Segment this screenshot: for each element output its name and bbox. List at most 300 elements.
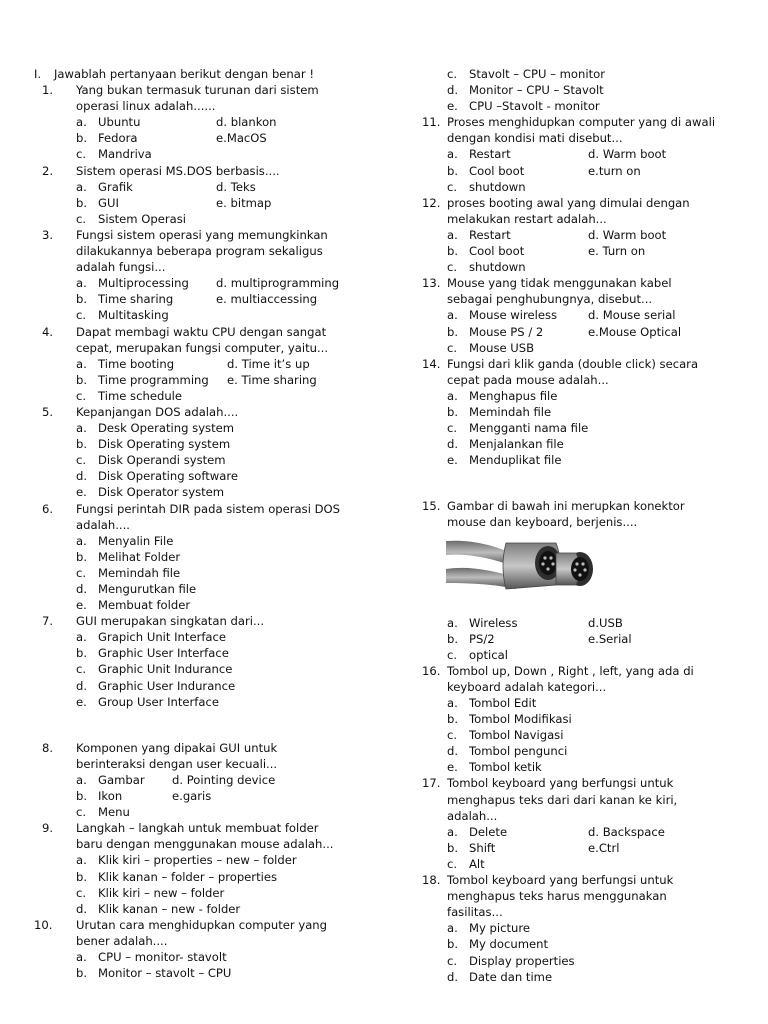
- option-letter: a.: [447, 147, 458, 162]
- question-text: Sistem operasi MS.DOS berbasis....: [76, 163, 280, 178]
- option-letter: b.: [76, 646, 88, 661]
- option-row: [422, 259, 752, 275]
- option-row: [34, 852, 394, 868]
- question-number: 12.: [422, 195, 441, 210]
- question-1: [34, 82, 394, 162]
- question-text: Tombol keyboard yang berfungsi untuk: [447, 873, 674, 888]
- question-number: 6.: [42, 501, 54, 516]
- question-10: [34, 917, 394, 981]
- option-text: Klik kanan – folder – properties: [98, 869, 278, 884]
- option-letter: a.: [76, 179, 87, 194]
- option-text: Graphic User Interface: [98, 646, 229, 661]
- option-letter: b.: [447, 631, 459, 646]
- option-letter: b.: [76, 292, 88, 307]
- option-text: Time booting: [98, 356, 175, 371]
- option-text: Grapich Unit Interface: [98, 630, 227, 645]
- option-text: optical: [469, 647, 508, 662]
- option-row: [34, 211, 394, 227]
- option-letter: a.: [447, 824, 458, 839]
- question-text: keyboard adalah kategori...: [447, 679, 607, 694]
- question-3: [34, 227, 394, 324]
- option-text: Fedora: [98, 131, 138, 146]
- question-8: [34, 740, 394, 820]
- option-text: d. Warm boot: [588, 227, 667, 242]
- question-number: 11.: [422, 115, 441, 130]
- question-16: [422, 663, 752, 776]
- option-text: e. Turn on: [588, 244, 646, 259]
- option-text: Graphic User Indurance: [98, 678, 236, 693]
- option-row: [34, 901, 394, 917]
- option-row: [422, 953, 752, 969]
- option-letter: a.: [76, 533, 87, 548]
- option-letter: d.: [447, 437, 459, 452]
- option-letter: a.: [76, 772, 87, 787]
- question-number: 4.: [42, 324, 54, 339]
- option-letter: c.: [447, 260, 458, 275]
- option-row: [422, 631, 752, 647]
- question-text: GUI merupakan singkatan dari...: [76, 614, 265, 629]
- question-text: Proses menghidupkan computer yang di awali: [447, 115, 716, 130]
- option-row: [422, 743, 752, 759]
- option-row: [34, 965, 394, 981]
- option-text: Disk Operating system: [98, 437, 231, 452]
- section-label: I.: [34, 67, 42, 81]
- question-text: menghapus teks dari dari kanan ke kiri,: [447, 792, 678, 807]
- question-text: bener adalah....: [76, 933, 168, 948]
- question-14: [422, 356, 752, 469]
- option-letter: b.: [76, 437, 88, 452]
- option-row: [34, 388, 394, 404]
- question-text: Tombol keyboard yang berfungsi untuk: [447, 776, 674, 791]
- option-letter: b.: [447, 163, 459, 178]
- option-row: [34, 372, 394, 388]
- option-row: [34, 804, 394, 820]
- option-row: [34, 772, 394, 788]
- question-11: [422, 114, 752, 194]
- option-text: d. multiprogramming: [216, 276, 340, 291]
- question-text: menghapus teks harus menggunakan: [447, 889, 667, 904]
- option-text: GUI: [98, 195, 119, 210]
- option-letter: c.: [76, 211, 87, 226]
- question-text: adalah...: [447, 808, 498, 823]
- option-row: [422, 179, 752, 195]
- option-letter: c.: [76, 453, 87, 468]
- option-text: Klik kiri – new – folder: [98, 885, 225, 900]
- option-letter: d.: [447, 83, 459, 98]
- option-text: e.turn on: [588, 163, 641, 178]
- question-text: operasi linux adalah......: [76, 99, 216, 114]
- question-text: Fungsi dari klik ganda (double click) secara: [447, 356, 699, 371]
- option-letter: b.: [447, 712, 459, 727]
- option-text: Wireless: [469, 615, 518, 630]
- option-letter: e.: [76, 598, 87, 613]
- question-text: dengan kondisi mati disebut...: [447, 131, 623, 146]
- option-letter: c.: [447, 179, 458, 194]
- option-letter: a.: [447, 615, 458, 630]
- option-row: [34, 146, 394, 162]
- option-text: e. bitmap: [216, 195, 272, 210]
- option-letter: d.: [76, 582, 88, 596]
- option-text: shutdown: [469, 260, 526, 275]
- option-text: Monitor – CPU – Stavolt: [469, 83, 604, 98]
- option-row: [34, 694, 394, 710]
- option-letter: e.: [447, 453, 458, 468]
- option-letter: b.: [76, 195, 88, 210]
- option-text: Disk Operating software: [98, 469, 239, 484]
- option-letter: c.: [76, 565, 87, 580]
- option-letter: a.: [76, 853, 87, 868]
- question-12: [422, 195, 752, 275]
- question-text: berinteraksi dengan user kecuali...: [76, 756, 278, 771]
- option-text: Group User Interface: [98, 694, 219, 709]
- option-letter: a.: [76, 949, 87, 964]
- option-letter: a.: [447, 696, 458, 710]
- option-letter: e.: [447, 99, 458, 114]
- option-letter: c.: [447, 728, 458, 743]
- question-number: 5.: [42, 404, 54, 419]
- option-text: d. Time it’s up: [227, 356, 310, 371]
- option-text: CPU – monitor- stavolt: [98, 949, 227, 964]
- option-row: [422, 824, 752, 840]
- option-letter: b.: [76, 789, 88, 804]
- question-10-continued: [422, 66, 752, 114]
- option-letter: c.: [76, 147, 87, 162]
- question-18: [422, 872, 752, 985]
- question-15: [422, 498, 752, 662]
- question-number: 15.: [422, 499, 441, 514]
- option-text: Melihat Folder: [98, 549, 181, 564]
- option-letter: b.: [447, 324, 459, 339]
- option-row: [34, 885, 394, 901]
- option-text: Ikon: [98, 789, 123, 804]
- option-row: [34, 549, 394, 565]
- option-text: Grafik: [98, 179, 133, 194]
- option-row: [422, 436, 752, 452]
- option-text: Stavolt – CPU – monitor: [469, 67, 606, 81]
- question-text: Gambar di bawah ini merupkan konektor: [447, 499, 685, 514]
- option-row: [422, 163, 752, 179]
- option-text: Cool boot: [469, 244, 525, 259]
- option-row: [422, 243, 752, 259]
- option-letter: c.: [447, 856, 458, 871]
- option-row: [34, 452, 394, 468]
- option-text: e.Serial: [588, 631, 632, 646]
- question-7: [34, 613, 394, 710]
- option-letter: a.: [76, 421, 87, 436]
- option-row: [422, 920, 752, 936]
- option-row: [422, 727, 752, 743]
- question-text: cepat pada mouse adalah...: [447, 372, 609, 387]
- option-text: Display properties: [469, 953, 575, 968]
- left-column: [34, 66, 394, 981]
- question-text: adalah....: [76, 517, 130, 532]
- question-number: 3.: [42, 227, 54, 242]
- option-row: [34, 565, 394, 581]
- option-row: [34, 468, 394, 484]
- option-row: [422, 969, 752, 985]
- option-letter: b.: [447, 840, 459, 855]
- option-text: d. blankon: [216, 115, 277, 130]
- option-letter: d.: [447, 744, 459, 759]
- option-text: My picture: [469, 921, 531, 936]
- question-text: Tombol up, Down , Right , left, yang ada di: [447, 663, 694, 678]
- option-letter: a.: [76, 276, 87, 291]
- option-row: [34, 130, 394, 146]
- option-row: [34, 436, 394, 452]
- option-text: Klik kanan – new - folder: [98, 901, 241, 916]
- option-text: Delete: [469, 824, 508, 839]
- option-letter: b.: [447, 937, 459, 952]
- option-text: Menu: [98, 805, 130, 820]
- option-letter: d.: [76, 901, 88, 916]
- option-row: [34, 114, 394, 130]
- question-text: fasilitas...: [447, 905, 503, 920]
- question-2: [34, 163, 394, 227]
- option-text: d.USB: [588, 615, 623, 630]
- question-text: dilakukannya beberapa program sekaligus: [76, 244, 323, 259]
- option-text: Menjalankan file: [469, 437, 564, 452]
- option-text: Time sharing: [98, 292, 174, 307]
- option-text: Menyalin File: [98, 533, 174, 548]
- option-row: [422, 615, 752, 631]
- question-text: adalah fungsi...: [76, 260, 166, 275]
- option-letter: e.: [76, 694, 87, 709]
- option-letter: e.: [447, 760, 458, 775]
- option-text: Mouse wireless: [469, 308, 558, 323]
- question-number: 17.: [422, 776, 441, 791]
- option-row: [34, 949, 394, 965]
- option-text: Disk Operator system: [98, 485, 225, 500]
- option-letter: b.: [76, 131, 88, 146]
- option-text: e. Time sharing: [227, 372, 317, 387]
- option-text: Mengurutkan file: [98, 582, 197, 596]
- option-row: [422, 66, 752, 82]
- option-row: [34, 356, 394, 372]
- question-text: sebagai penghubungnya, disebut...: [447, 292, 653, 307]
- option-text: PS/2: [469, 631, 495, 646]
- option-text: Memindah file: [98, 565, 181, 580]
- option-row: [422, 227, 752, 243]
- option-text: My document: [469, 937, 549, 952]
- option-row: [34, 291, 394, 307]
- option-letter: c.: [447, 340, 458, 355]
- option-row: [422, 759, 752, 775]
- option-row: [34, 629, 394, 645]
- option-row: [422, 695, 752, 711]
- option-row: [34, 581, 394, 597]
- option-letter: a.: [447, 921, 458, 936]
- option-row: [34, 661, 394, 677]
- option-letter: c.: [76, 662, 87, 677]
- right-column: [422, 66, 752, 985]
- option-letter: a.: [76, 115, 87, 130]
- question-text: Urutan cara menghidupkan computer yang: [76, 917, 328, 932]
- question-5: [34, 404, 394, 501]
- ps2-connector-image: [444, 533, 594, 595]
- option-text: e.MacOS: [216, 131, 267, 146]
- option-text: Tombol ketik: [469, 760, 542, 775]
- option-text: Mandriva: [98, 147, 152, 162]
- option-text: Tombol Edit: [469, 696, 537, 710]
- option-letter: c.: [76, 388, 87, 403]
- question-number: 8.: [42, 740, 54, 755]
- option-text: Mouse USB: [469, 340, 535, 355]
- option-row: [34, 195, 394, 211]
- question-number: 7.: [42, 614, 54, 629]
- option-row: [422, 856, 752, 872]
- option-text: Monitor – stavolt – CPU: [98, 966, 232, 981]
- option-text: Graphic Unit Indurance: [98, 662, 233, 677]
- option-letter: c.: [76, 885, 87, 900]
- option-text: Restart: [469, 147, 511, 162]
- option-letter: a.: [447, 227, 458, 242]
- question-number: 1.: [42, 83, 54, 98]
- option-text: Mengganti nama file: [469, 421, 589, 436]
- option-text: Sistem Operasi: [98, 211, 187, 226]
- option-letter: c.: [447, 953, 458, 968]
- option-row: [34, 788, 394, 804]
- question-number: 18.: [422, 873, 441, 888]
- option-row: [422, 146, 752, 162]
- question-number: 2.: [42, 163, 54, 178]
- option-row: [422, 840, 752, 856]
- option-row: [422, 340, 752, 356]
- question-text: baru dengan menggunakan mouse adalah...: [76, 837, 334, 852]
- question-text: Fungsi perintah DIR pada sistem operasi DOS: [76, 501, 341, 516]
- option-text: CPU –Stavolt - monitor: [469, 99, 600, 114]
- option-text: Time schedule: [98, 388, 183, 403]
- option-row: [34, 275, 394, 291]
- question-number: 16.: [422, 663, 441, 678]
- question-number: 10.: [34, 917, 53, 932]
- option-row: [422, 307, 752, 323]
- connector-image-area: [422, 531, 752, 615]
- option-text: e.garis: [172, 789, 212, 804]
- option-text: Multiprocessing: [98, 276, 189, 291]
- option-row: [422, 82, 752, 98]
- question-text: Kepanjangan DOS adalah....: [76, 404, 239, 419]
- option-row: [422, 452, 752, 468]
- option-row: [422, 98, 752, 114]
- option-letter: c.: [447, 421, 458, 436]
- option-row: [34, 533, 394, 549]
- option-text: Klik kiri – properties – new – folder: [98, 853, 297, 868]
- option-text: e.Ctrl: [588, 840, 620, 855]
- option-text: d. Pointing device: [172, 772, 276, 787]
- question-text: mouse dan keyboard, berjenis....: [447, 515, 638, 530]
- option-text: Multitasking: [98, 308, 169, 323]
- option-text: Shift: [469, 840, 496, 855]
- question-text: Yang bukan termasuk turunan dari sistem: [76, 83, 319, 98]
- question-13: [422, 275, 752, 355]
- option-text: shutdown: [469, 179, 526, 194]
- option-row: [422, 711, 752, 727]
- option-letter: c.: [447, 647, 458, 662]
- option-row: [422, 388, 752, 404]
- option-row: [422, 324, 752, 340]
- option-text: Memindah file: [469, 404, 552, 419]
- question-text: Langkah – langkah untuk membuat folder: [76, 821, 319, 836]
- option-row: [34, 645, 394, 661]
- option-letter: b.: [76, 966, 88, 981]
- option-text: Ubuntu: [98, 115, 141, 130]
- option-letter: c.: [76, 308, 87, 323]
- option-text: d. Warm boot: [588, 147, 667, 162]
- option-text: Tombol Navigasi: [469, 728, 564, 743]
- option-row: [34, 307, 394, 323]
- option-letter: d.: [76, 469, 88, 484]
- option-letter: d.: [447, 969, 459, 984]
- option-text: Tombol pengunci: [469, 744, 568, 759]
- option-text: Date dan time: [469, 969, 553, 984]
- option-letter: e.: [76, 485, 87, 500]
- option-text: d. Teks: [216, 179, 256, 194]
- option-letter: a.: [447, 388, 458, 403]
- option-text: Alt: [469, 856, 485, 871]
- option-text: Restart: [469, 227, 511, 242]
- option-row: [34, 484, 394, 500]
- option-text: Cool boot: [469, 163, 525, 178]
- question-text: proses booting awal yang dimulai dengan: [447, 195, 690, 210]
- option-row: [422, 936, 752, 952]
- option-text: Menghapus file: [469, 388, 558, 403]
- option-letter: a.: [76, 356, 87, 371]
- option-row: [34, 179, 394, 195]
- option-row: [34, 678, 394, 694]
- question-number: 14.: [422, 356, 441, 371]
- option-row: [34, 597, 394, 613]
- option-letter: a.: [447, 308, 458, 323]
- option-letter: c.: [447, 67, 458, 81]
- question-number: 13.: [422, 276, 441, 291]
- option-letter: b.: [76, 372, 88, 387]
- question-number: 9.: [42, 821, 54, 836]
- question-text: Mouse yang tidak menggunakan kabel: [447, 276, 672, 291]
- question-text: Komponen yang dipakai GUI untuk: [76, 740, 278, 755]
- option-letter: a.: [76, 630, 87, 645]
- option-text: d. Mouse serial: [588, 308, 676, 323]
- section-title: Jawablah pertanyaan berikut dengan benar !: [54, 67, 314, 81]
- question-text: cepat, merupakan fungsi computer, yaitu...: [76, 340, 329, 355]
- question-text: Fungsi sistem operasi yang memungkinkan: [76, 227, 328, 242]
- option-text: Menduplikat file: [469, 453, 562, 468]
- option-row: [422, 420, 752, 436]
- section-heading: [34, 66, 394, 82]
- question-4: [34, 324, 394, 404]
- option-text: d. Backspace: [588, 824, 665, 839]
- option-row: [34, 420, 394, 436]
- option-text: Disk Operandi system: [98, 453, 226, 468]
- question-text: Dapat membagi waktu CPU dengan sangat: [76, 324, 327, 339]
- option-text: Gambar: [98, 772, 145, 787]
- option-row: [34, 869, 394, 885]
- question-6: [34, 501, 394, 614]
- option-letter: d.: [76, 678, 88, 693]
- option-letter: b.: [447, 404, 459, 419]
- option-text: Tombol Modifikasi: [469, 712, 572, 727]
- option-letter: b.: [447, 244, 459, 259]
- option-letter: c.: [76, 805, 87, 820]
- option-text: Time programming: [98, 372, 209, 387]
- option-row: [422, 647, 752, 663]
- option-letter: b.: [76, 549, 88, 564]
- option-text: Membuat folder: [98, 598, 191, 613]
- option-row: [422, 404, 752, 420]
- question-9: [34, 820, 394, 917]
- option-text: Mouse PS / 2: [469, 324, 544, 339]
- option-text: e. multiaccessing: [216, 292, 318, 307]
- option-text: Desk Operating system: [98, 421, 235, 436]
